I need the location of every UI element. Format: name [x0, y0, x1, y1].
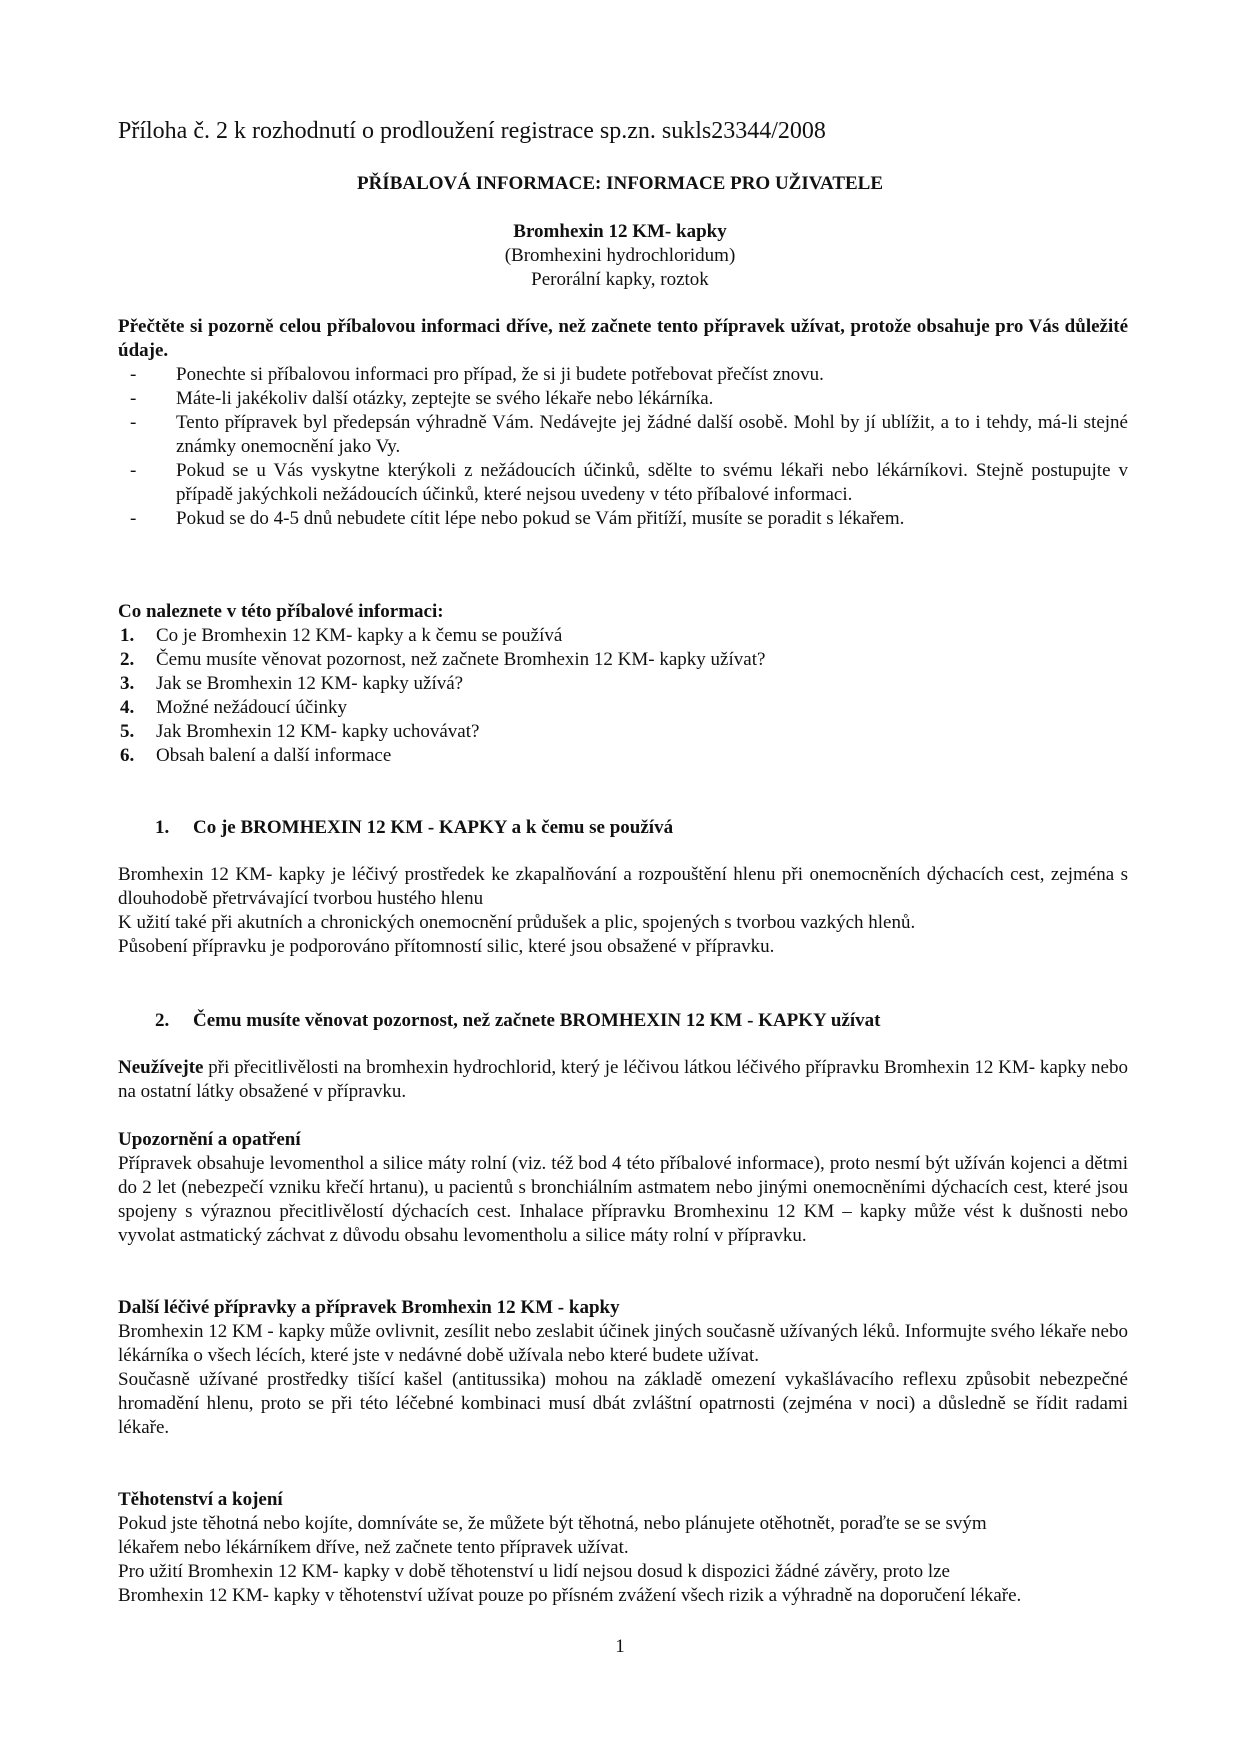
warnings-text: Přípravek obsahuje levomenthol a silice máty rolní (viz. též bod 4 této příbalové informace), proto nesmí být užíván kojenci a dětmi do 2 let (nebezpečí vzniku křečí hrtanu), u pacientů s bronchiálním astmatem nebo jinými onemocněními dýchacích cest, které jsou spojeny s výraznou přecitlivělostí dýchacích cest. Inhalace přípravku Bromhexinu 12 KM – kapky může vést k dušnosti nebo vyvolat astmatický záchvat z důvodu obsahu levomentholu a silice máty rolní v přípravku. [118, 1153, 1128, 1246]
toc-item: 3. Jak se Bromhexin 12 KM- kapky užívá? [120, 673, 464, 694]
paragraph: Působení přípravku je podporováno přítomností silic, které jsou obsažené v přípravku. [118, 936, 775, 957]
toc-item: 2. Čemu musíte věnovat pozornost, než začnete Bromhexin 12 KM- kapky užívat? [120, 649, 766, 670]
paragraph: Bromhexin 12 KM- kapky je léčivý prostředek ke zkapalňování a rozpouštění hlenu při onemocněních dýchacích cest, zejména s dlouhodobě přetrvávající tvorbou hustého hlenu [118, 864, 1128, 909]
list-item: - Pokud se do 4-5 dnů nebudete cítit lépe nebo pokud se Vám přitíží, musíte se poradit s lékařem. [130, 508, 905, 529]
toc-item: 1. Co je Bromhexin 12 KM- kapky a k čemu se používá [120, 625, 563, 646]
contraindication-label: Neužívejte [118, 1057, 204, 1078]
paragraph: Bromhexin 12 KM - kapky může ovlivnit, zesílit nebo zeslabit účinek jiných současně užívaných léků. Informujte svého lékaře nebo lékárníka o všech lécích, které jste v nedávné době užívala nebo které budete užívat. [118, 1321, 1128, 1366]
toc-item: 5. Jak Bromhexin 12 KM- kapky uchovávat? [120, 721, 480, 742]
product-substance: (Bromhexini hydrochloridum) [504, 245, 736, 266]
toc-section [118, 600, 1128, 768]
section-1-heading: 1. Co je BROMHEXIN 12 KM - KAPKY a k čemu se používá [155, 817, 674, 838]
intro-section [118, 315, 1128, 531]
text-line: Pro užití Bromhexin 12 KM- kapky v době těhotenství u lidí nejsou dosud k dispozici žádné závěry, proto lze [118, 1561, 950, 1582]
warnings-title: Upozornění a opatření [118, 1129, 301, 1150]
toc-title: Co naleznete v této příbalové informaci: [118, 601, 444, 622]
text-line: Pokud jste těhotná nebo kojíte, domníváte se, že můžete být těhotná, nebo plánujete otěhotnět, poraďte se se svým [118, 1513, 987, 1534]
intro-warning: Přečtěte si pozorně celou příbalovou informaci dříve, než začnete tento přípravek užívat, protože obsahuje pro Vás důležité údaje. [118, 316, 1128, 361]
paragraph: Současně užívané prostředky tišící kašel (antitussika) mohou na základě omezení vykašlávacího reflexu způsobit nebezpečné hromadění hlenu, proto se při této léčebné kombinaci musí dbát zvláštní opatrnosti (zejména v noci) a důsledně se řídit radami lékaře. [118, 1369, 1128, 1438]
section-2-heading: 2. Čemu musíte věnovat pozornost, než začnete BROMHEXIN 12 KM - KAPKY užívat [155, 1010, 881, 1031]
contraindications [118, 1056, 1128, 1104]
warnings [118, 1128, 1128, 1248]
text-line: lékařem nebo lékárníkem dříve, než začnete tento přípravek užívat. [118, 1537, 629, 1558]
toc-item: 4. Možné nežádoucí účinky [120, 697, 347, 718]
text-line: Bromhexin 12 KM- kapky v těhotenství užívat pouze po přísném zvážení všech rizik a výhradně na doporučení lékaře. [118, 1585, 1022, 1606]
pregnancy [118, 1488, 1128, 1608]
paragraph: K užití také při akutních a chronických onemocnění průdušek a plic, spojených s tvorbou vazkých hlenů. [118, 912, 916, 933]
page-number: 1 [615, 1636, 625, 1657]
product-form: Perorální kapky, roztok [531, 269, 709, 290]
pregnancy-title: Těhotenství a kojení [118, 1489, 283, 1510]
toc-item: 6. Obsah balení a další informace [120, 745, 392, 766]
list-item: - Máte-li jakékoliv další otázky, zeptejte se svého lékaře nebo lékárníka. [130, 388, 714, 409]
annex-title: Příloha č. 2 k rozhodnutí o prodloužení registrace sp.zn. sukls23344/2008 [118, 118, 826, 144]
document-title: PŘÍBALOVÁ INFORMACE: INFORMACE PRO UŽIVATELE [356, 173, 884, 194]
list-item: - Ponechte si příbalovou informaci pro případ, že si ji budete potřebovat přečíst znovu. [130, 364, 824, 385]
section-1-body [118, 863, 1128, 959]
interactions [118, 1296, 1128, 1440]
contraindication-text: při přecitlivělosti na bromhexin hydrochlorid, který je léčivou látkou léčivého přípravku Bromhexin 12 KM- kapky nebo na ostatní látky obsažené v přípravku. [118, 1057, 1128, 1102]
list-item: - Pokud se u Vás vyskytne kterýkoli z nežádoucích účinků, sdělte to svému lékaři nebo lékárníkovi. Stejně postupujte v případě jakýchkoli nežádoucích účinků, které nejsou uvedeny v této příbalové informaci. [130, 460, 1128, 505]
list-item: - Tento přípravek byl předepsán výhradně Vám. Nedávejte jej žádné další osobě. Mohl by jí ublížit, a to i tehdy, má-li stejné známky onemocnění jako Vy. [130, 412, 1128, 457]
interactions-title: Další léčivé přípravky a přípravek Bromhexin 12 KM - kapky [118, 1297, 620, 1318]
product-name: Bromhexin 12 KM- kapky [513, 221, 727, 242]
